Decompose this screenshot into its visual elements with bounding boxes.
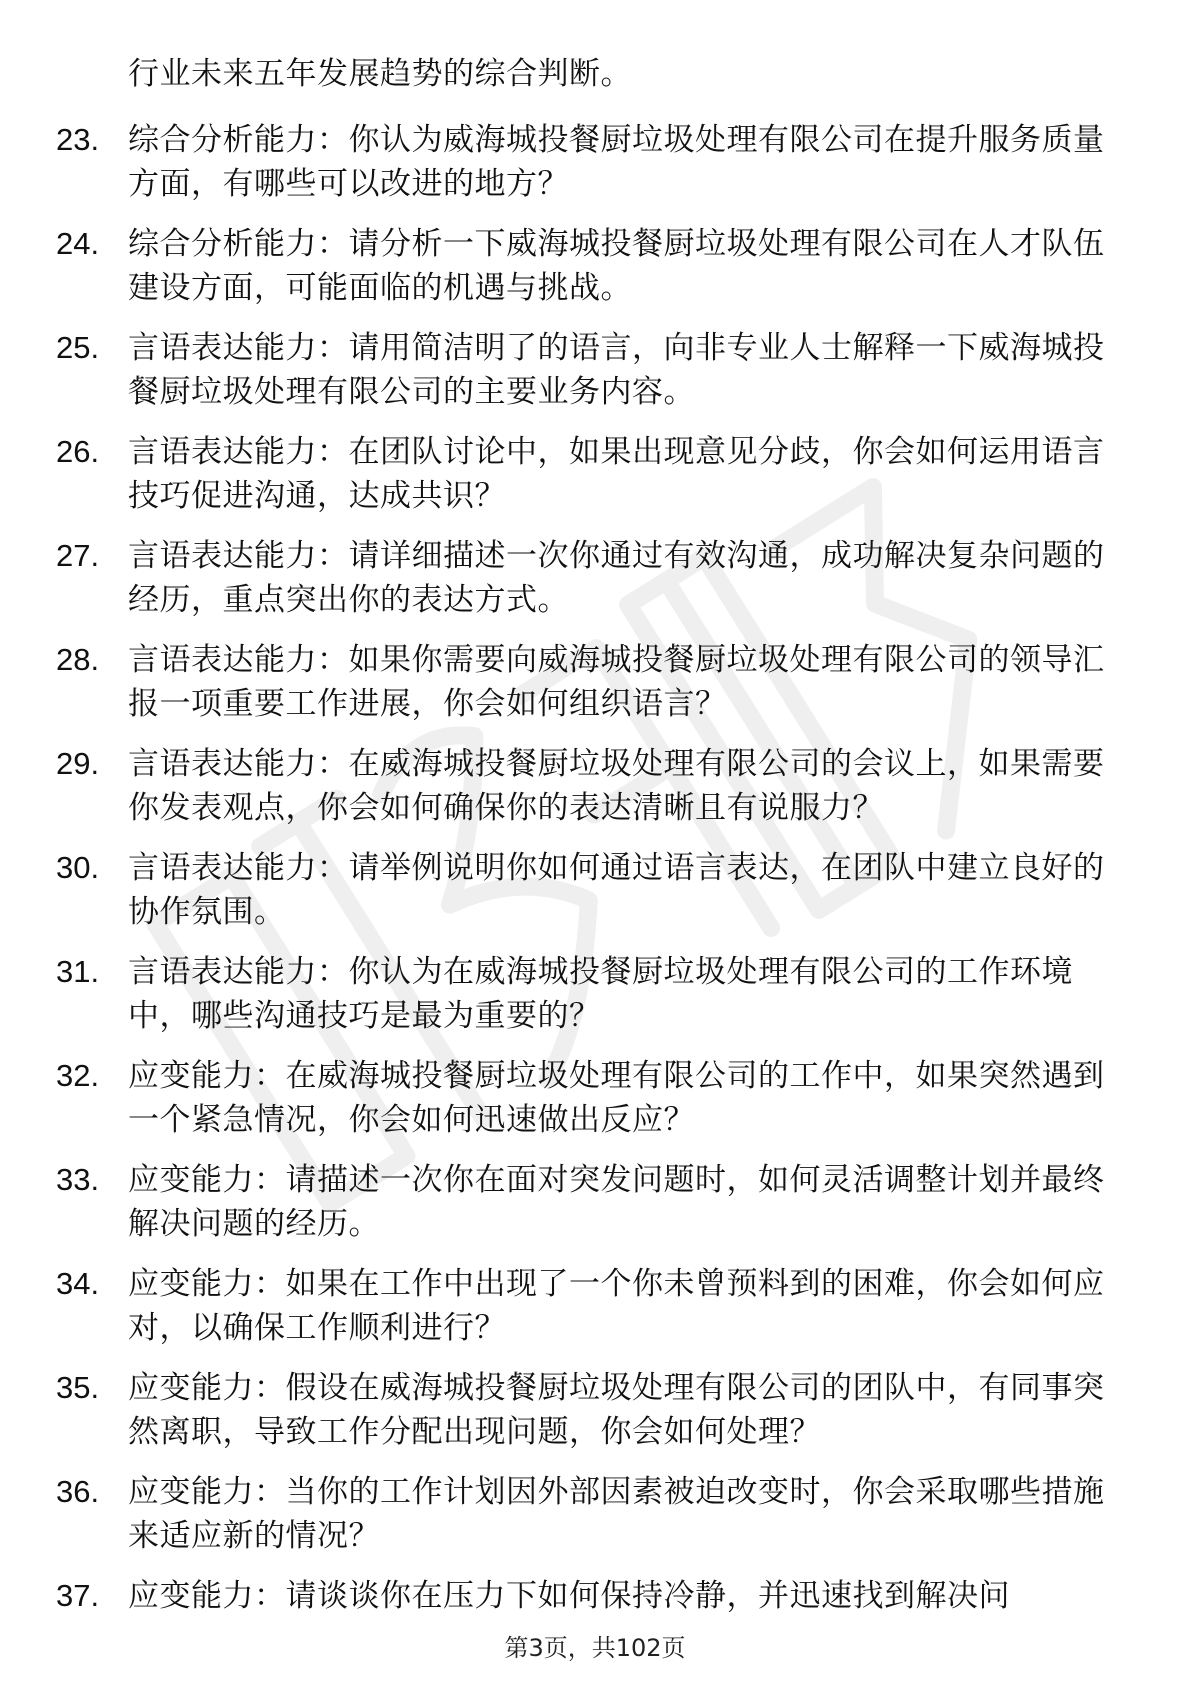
question-item-26 — [56, 430, 1116, 518]
question-text-33: 应变能力：请描述一次你在面对突发问题时，如何灵活调整计划并最终解决问题的经历。 — [128, 1162, 1105, 1242]
question-item-23 — [56, 118, 1116, 206]
question-text-31: 言语表达能力：你认为在威海城投餐厨垃圾处理有限公司的工作环境中，哪些沟通技巧是最为重要的？ — [128, 954, 1073, 1034]
question-number-32: 32. — [56, 1058, 100, 1093]
question-item-31 — [56, 950, 1116, 1038]
question-text-29: 言语表达能力：在威海城投餐厨垃圾处理有限公司的会议上，如果需要你发表观点，你会如何确保你的表达清晰且有说服力？ — [128, 746, 1105, 826]
question-text-30: 言语表达能力：请举例说明你如何通过语言表达，在团队中建立良好的协作氛围。 — [128, 850, 1105, 930]
question-number-26: 26. — [56, 434, 100, 469]
question-text-35: 应变能力：假设在威海城投餐厨垃圾处理有限公司的团队中，有同事突然离职，导致工作分配出现问题，你会如何处理？ — [128, 1370, 1105, 1450]
question-text-23: 综合分析能力：你认为威海城投餐厨垃圾处理有限公司在提升服务质量方面，有哪些可以改进的地方？ — [128, 122, 1105, 202]
question-item-25 — [56, 326, 1116, 414]
question-item-29 — [56, 742, 1116, 830]
page-footer: 第3页，共102页 — [504, 1634, 686, 1662]
question-number-27: 27. — [56, 538, 100, 573]
question-text-26: 言语表达能力：在团队讨论中，如果出现意见分歧，你会如何运用语言技巧促进沟通，达成共识？ — [128, 434, 1105, 514]
question-number-33: 33. — [56, 1162, 100, 1197]
question-item-30 — [56, 846, 1116, 934]
question-item-35 — [56, 1366, 1116, 1454]
question-text-25: 言语表达能力：请用简洁明了的语言，向非专业人士解释一下威海城投餐厨垃圾处理有限公司的主要业务内容。 — [128, 330, 1105, 410]
question-number-24: 24. — [56, 226, 100, 261]
question-item-27 — [56, 534, 1116, 622]
question-text-36: 应变能力：当你的工作计划因外部因素被迫改变时，你会采取哪些措施来适应新的情况？ — [128, 1474, 1105, 1554]
question-number-37: 37. — [56, 1578, 100, 1613]
question-text-28: 言语表达能力：如果你需要向威海城投餐厨垃圾处理有限公司的领导汇报一项重要工作进展，你会如何组织语言？ — [128, 642, 1105, 722]
question-number-23: 23. — [56, 122, 100, 157]
question-item-33 — [56, 1158, 1116, 1246]
lead-text: 行业未来五年发展趋势的综合判断。 — [128, 56, 632, 92]
question-text-32: 应变能力：在威海城投餐厨垃圾处理有限公司的工作中，如果突然遇到一个紧急情况，你会如何迅速做出反应？ — [128, 1058, 1105, 1138]
question-number-31: 31. — [56, 954, 100, 989]
question-list — [56, 118, 1116, 1634]
question-item-32 — [56, 1054, 1116, 1142]
question-number-35: 35. — [56, 1370, 100, 1405]
question-item-36 — [56, 1470, 1116, 1558]
question-number-25: 25. — [56, 330, 100, 365]
question-text-37: 应变能力：请谈谈你在压力下如何保持冷静，并迅速找到解决问 — [128, 1578, 1010, 1614]
question-text-24: 综合分析能力：请分析一下威海城投餐厨垃圾处理有限公司在人才队伍建设方面，可能面临的机遇与挑战。 — [128, 226, 1105, 306]
question-number-29: 29. — [56, 746, 100, 781]
question-text-27: 言语表达能力：请详细描述一次你通过有效沟通，成功解决复杂问题的经历，重点突出你的表达方式。 — [128, 538, 1105, 618]
question-item-24 — [56, 222, 1116, 310]
question-number-30: 30. — [56, 850, 100, 885]
question-number-34: 34. — [56, 1266, 100, 1301]
question-item-37 — [56, 1574, 1116, 1618]
question-text-34: 应变能力：如果在工作中出现了一个你未曾预料到的困难，你会如何应对，以确保工作顺利进行？ — [128, 1266, 1105, 1346]
question-number-36: 36. — [56, 1474, 100, 1509]
question-number-28: 28. — [56, 642, 100, 677]
question-item-34 — [56, 1262, 1116, 1350]
question-item-28 — [56, 638, 1116, 726]
